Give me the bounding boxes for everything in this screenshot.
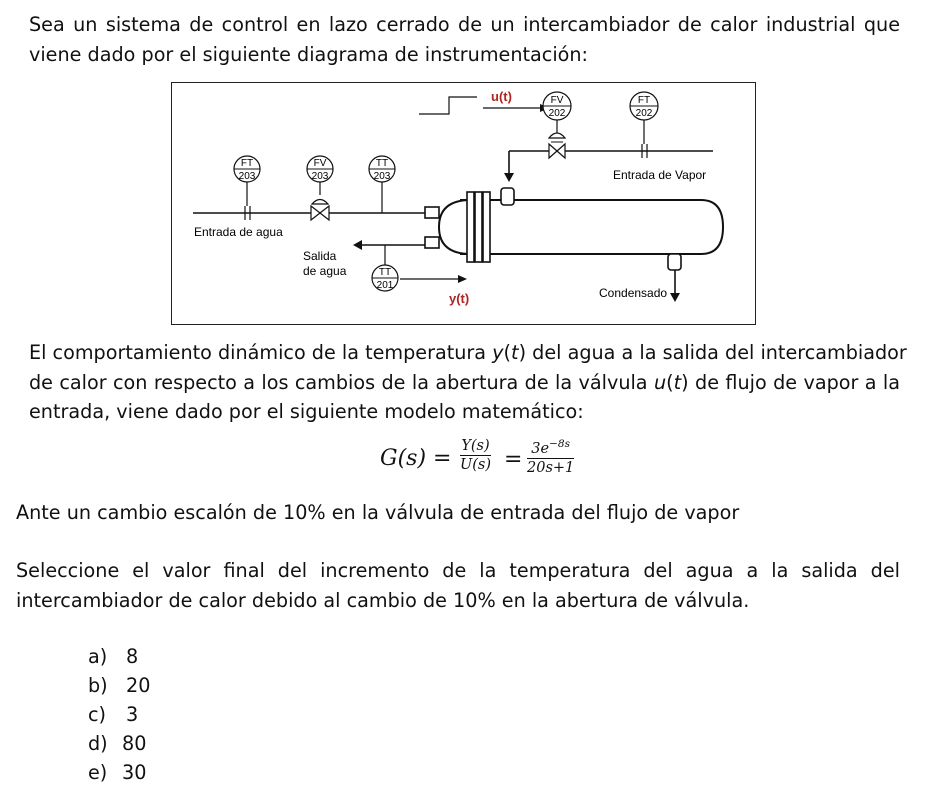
tt203-tag: TT [375,158,389,169]
question-paragraph [16,556,900,615]
option-e-value: 30 [122,761,147,784]
option-a[interactable] [88,645,138,668]
behavior-paragraph [29,338,907,427]
condensado-label: Condensado [599,286,668,300]
ft203-tag: FT [240,158,254,169]
u-label: u(t) [491,89,512,104]
option-b[interactable] [88,674,150,697]
y-label: y(t) [449,291,470,306]
tt201-num: 201 [376,280,394,291]
denominator-us: U(s) [460,457,491,473]
ft202-num: 202 [635,108,653,119]
equation-lhs: G(s) = [380,446,452,471]
salida-agua-label-2: de agua [303,264,347,278]
tt201-tag: TT [378,267,392,278]
ft202-instrument [630,92,658,120]
fv203-tag: FV [313,158,327,169]
fv202-num: 202 [548,108,566,119]
option-d-label: d) [88,732,108,755]
fv203-instrument [307,156,333,182]
entrada-vapor-label: Entrada de Vapor [613,168,707,182]
option-b-value: 20 [126,674,151,697]
intro-line-2: viene dado por el siguiente diagrama de instrumentación: [29,42,589,66]
intro-line-1: Sea un sistema de control en lazo cerrado de un intercambiador de calor industrial que [29,13,900,36]
question-line-1: Seleccione el valor final del incremento de la temperatura del agua a la salida del [16,559,900,582]
ft202-tag: FT [637,95,651,106]
fv202-tag: FV [550,95,564,106]
option-e-label: e) [88,761,108,784]
tt201-instrument [372,265,398,291]
question-line-2: intercambiador de calor debido al cambio de 10% en la abertura de válvula. [16,588,750,612]
salida-agua-label-1: Salida [303,249,337,263]
intro-paragraph [29,10,900,69]
numerator-3e: $3e^{-8s}$ [531,438,570,457]
ft203-instrument [234,156,260,182]
fraction-tf [527,438,574,476]
ft203-num: 203 [238,171,256,182]
fv202-instrument [543,92,571,120]
instrumentation-diagram [171,82,756,325]
option-d[interactable] [88,732,146,755]
option-c-label: c) [88,703,107,726]
denominator-20s1: 20s+1 [527,459,575,476]
step-text: Ante un cambio escalón de 10% en la válvula de entrada del flujo de vapor [16,501,740,524]
option-b-label: b) [88,674,108,697]
option-a-label: a) [88,645,108,668]
entrada-agua-label: Entrada de agua [194,225,283,239]
equals-sign: = [504,447,523,472]
option-c-value: 3 [126,703,139,726]
behavior-line-2: de calor con respecto a los cambios de la abertura de la válvula u(t) de flujo de vapor a la [29,370,900,394]
option-c[interactable] [88,703,138,726]
fv203-num: 203 [311,171,329,182]
option-e[interactable] [88,761,146,784]
tt203-instrument [369,156,395,182]
tt203-num: 203 [373,171,391,182]
option-d-value: 80 [122,732,147,755]
behavior-line-3: entrada, viene dado por el siguiente modelo matemático: [29,400,584,423]
behavior-line-1: El comportamiento dinámico de la temperatura y(t) del agua a la salida del intercambiador [29,341,907,364]
option-a-value: 8 [126,645,139,668]
numerator-ys: Y(s) [461,438,490,454]
fraction-ys-us [460,438,491,473]
